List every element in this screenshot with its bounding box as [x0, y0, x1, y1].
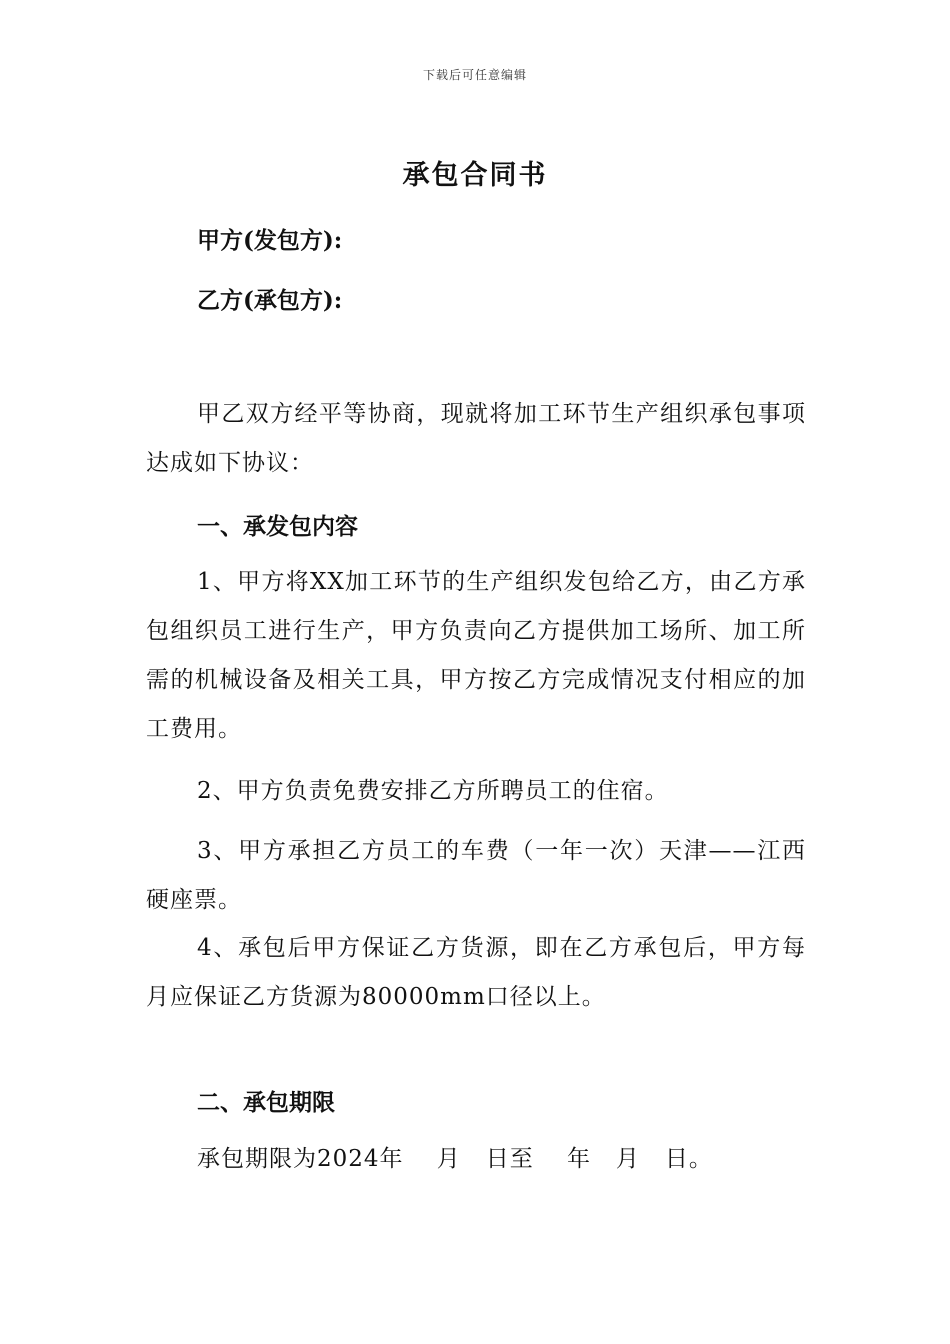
section2-heading: 二、承包期限	[197, 1089, 335, 1116]
clause-3: 3、甲方承担乙方员工的车费（一年一次）天津——江西硬座票。	[146, 838, 806, 913]
clause-1: 1、甲方将XX加工环节的生产组织发包给乙方，由乙方承包组织员工进行生产，甲方负责向乙方提供加工场所、加工所需的机械设备及相关工具，甲方按乙方完成情况支付相应的加工费用。	[146, 569, 806, 742]
party-a-label: 甲方(发包方):	[197, 227, 343, 254]
document-title: 承包合同书	[402, 160, 548, 191]
section1-heading: 一、承发包内容	[197, 513, 358, 540]
party-b-label: 乙方(承包方):	[197, 287, 343, 314]
term-line: 承包期限为2024年 月 日至 年 月 日。	[197, 1146, 713, 1172]
clause-4: 4、承包后甲方保证乙方货源，即在乙方承包后，甲方每月应保证乙方货源为80000mm口径以上。	[146, 935, 806, 1010]
header-note: 下载后可任意编辑	[422, 68, 527, 82]
intro-paragraph: 甲乙双方经平等协商，现就将加工环节生产组织承包事项达成如下协议：	[146, 401, 806, 476]
clause-2: 2、甲方负责免费安排乙方所聘员工的住宿。	[197, 778, 669, 804]
